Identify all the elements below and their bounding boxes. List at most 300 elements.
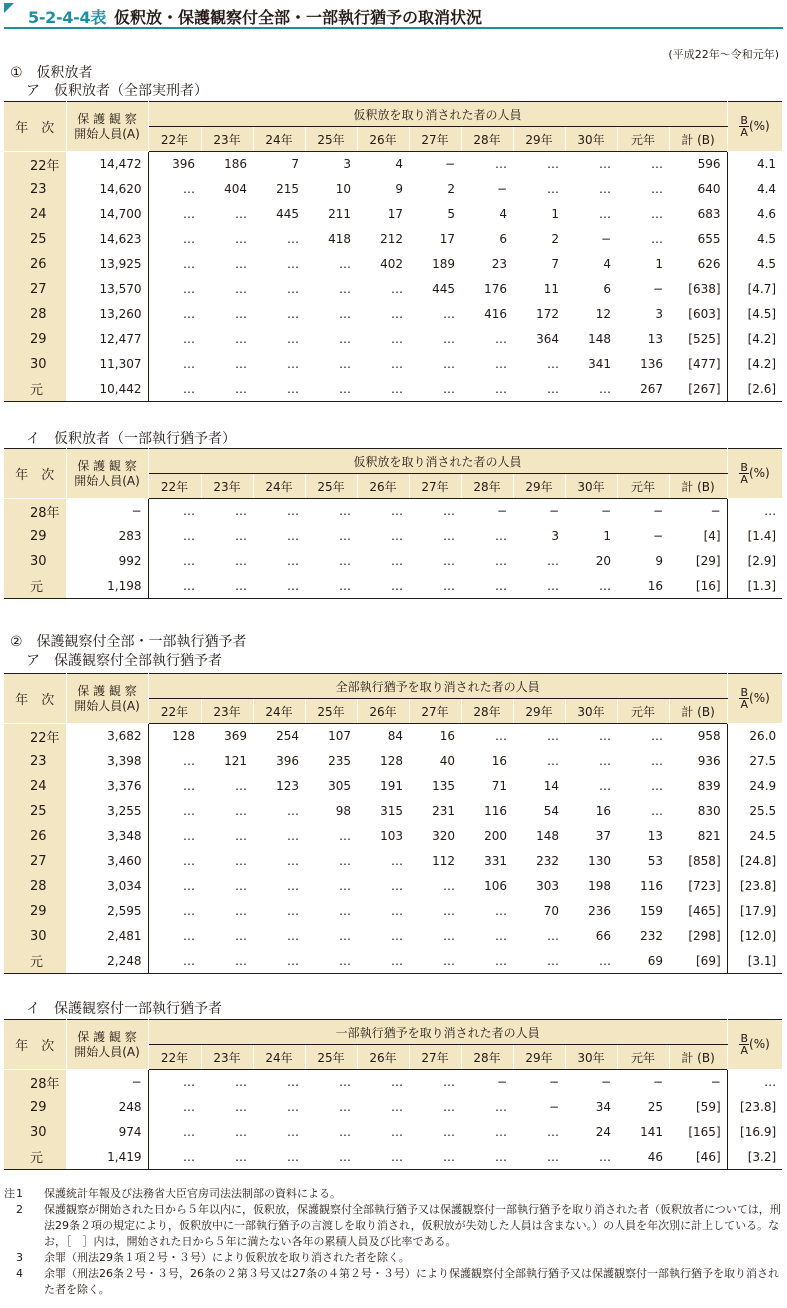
revoked-count-cell: … [183,554,195,568]
row-year: 25 [30,803,47,819]
row-year: 元 [30,383,44,399]
revoked-count-cell: 9 [395,182,403,196]
revoked-count-cell: … [391,504,403,519]
row-year: 28年 [30,1076,60,1092]
row-year-cell [4,327,66,352]
table-row [4,352,782,377]
revoked-count-cell: 315 [380,804,403,818]
revoked-count-cell: 396 [276,754,299,768]
ratio-unit: (%) [749,1037,770,1051]
revoked-count-cell: … [339,307,351,321]
revoked-count-cell: … [513,377,565,402]
revoked-count-cell: … [339,854,351,868]
ratio-numerator: B [740,1032,749,1045]
row-year-cell [4,724,66,749]
revoked-count-cell: … [547,729,559,744]
note-text: 保護統計年報及び法務省大臣官房司法法制部の資料による。 [44,1187,341,1200]
row-year-cell [4,949,66,974]
ratio-cell: 24.9 [727,774,782,799]
ratio-cell: [23.8] [727,1095,782,1120]
row-year-cell [4,277,66,302]
table-row [4,574,782,599]
table-row [4,874,782,899]
revoked-count-cell: … [443,929,455,943]
section2-i-subheading: イ 保護観察付一部執行猶予者 [26,1001,222,1017]
revoked-count-cell: … [305,1145,357,1170]
revoked-count-cell: 159 [640,904,663,918]
revoked-count-cell: … [461,1145,513,1170]
revoked-count-cell: 112 [432,854,455,868]
revoked-count-cell: − [652,1075,663,1090]
revoked-count-cell: … [565,1145,617,1170]
revoked-count-cell: … [235,929,247,943]
start-count-cell: − [66,1070,148,1095]
revoked-count-cell: … [599,779,611,793]
revoked-count-cell: 11 [543,282,559,296]
ratio-header [727,674,782,724]
total-cell: 683 [697,207,721,221]
start-count-cell: 14,472 [66,152,148,177]
revoked-count-cell: … [495,529,507,543]
start-count-cell: 2,481 [66,924,148,949]
start-count-header [66,449,148,499]
revoked-count-cell: … [565,574,617,599]
year-col-header: 25年 [305,699,357,724]
ratio-fraction [739,115,749,138]
revoked-count-cell: 4 [395,157,403,172]
year-col-header: 23年 [201,1045,253,1070]
revoked-count-cell: … [183,529,195,543]
year-col-header: 25年 [305,1045,357,1070]
revoked-count-cell: 98 [335,804,351,818]
revoked-count-cell: − [548,504,559,519]
revoked-count-cell: … [461,574,513,599]
revoked-count-cell: … [235,357,247,371]
notes [4,1186,784,1298]
year-col-header: 30年 [565,699,617,724]
revoked-count-cell: … [235,307,247,321]
total-cell: 655 [697,232,721,246]
year-col-header: 22年 [148,699,201,724]
revoked-count-cell: 141 [640,1125,663,1139]
table-row [4,899,782,924]
revoked-count-cell: … [201,949,253,974]
revoked-count-cell: … [183,182,195,196]
revoked-count-cell: … [391,854,403,868]
revoked-count-cell: … [235,529,247,543]
note-text: 余罪（刑法29条１項２号・３号）により仮釈放を取り消された者を除く。 [44,1251,410,1264]
revoked-count-cell: … [495,1100,507,1114]
row-year: 23 [30,753,47,769]
row-year-cell [4,824,66,849]
table-row [4,724,782,749]
row-year: 30 [30,928,47,944]
total-cell: [267] [669,377,727,402]
start-count-cell: 3,034 [66,874,148,899]
period-label: (平成22年～令和元年) [668,48,779,61]
revoked-count-cell: − [548,1100,559,1114]
revoked-count-cell: … [183,282,195,296]
total-cell: [858] [688,854,721,868]
total-cell: [638] [688,282,721,296]
year-col-header: 26年 [357,127,409,152]
start-header-line1: 保 護 観 察 [77,1029,137,1044]
revoked-count-cell: … [287,504,299,519]
revoked-count-cell: 402 [380,257,403,271]
start-header-line2: 開始人員(A) [74,473,140,488]
year-col-header: 28年 [461,127,513,152]
start-count-cell: 14,700 [66,202,148,227]
row-year-cell [4,549,66,574]
year-header: 年 次 [4,674,66,724]
total-cell: [723] [688,879,721,893]
revoked-count-cell: 9 [655,554,663,568]
ratio-cell: … [727,499,782,524]
revoked-count-cell: 16 [491,754,507,768]
ratio-unit: (%) [749,691,770,705]
year-col-header: 23年 [201,474,253,499]
group-header: 一部執行猶予を取り消された者の人員 [148,1020,727,1045]
row-year: 27 [30,853,47,869]
table-row [4,377,782,402]
table-row [4,1095,782,1120]
year-col-header: 28年 [461,1045,513,1070]
revoked-count-cell: … [235,207,247,221]
note-item [4,1186,784,1202]
revoked-count-cell: 3 [551,529,559,543]
revoked-count-cell: … [287,854,299,868]
revoked-count-cell: … [513,1145,565,1170]
revoked-count-cell: … [391,879,403,893]
revoked-count-cell: … [339,904,351,918]
revoked-count-cell: 305 [328,779,351,793]
revoked-count-cell: − [496,1075,507,1090]
start-count-cell: 3,682 [66,724,148,749]
row-year-cell [4,499,66,524]
start-count-cell: 3,376 [66,774,148,799]
year-col-header: 24年 [253,1045,305,1070]
revoked-count-cell: … [409,377,461,402]
year-col-header: 28年 [461,699,513,724]
revoked-count-cell: 445 [432,282,455,296]
revoked-count-cell: 130 [588,854,611,868]
total-cell: [69] [669,949,727,974]
year-col-header: 29年 [513,127,565,152]
revoked-count-cell: … [305,574,357,599]
ratio-cell: [17.9] [727,899,782,924]
revoked-count-cell: … [565,377,617,402]
revoked-count-cell: 1 [655,257,663,271]
start-count-cell: 974 [66,1120,148,1145]
row-year-cell [4,899,66,924]
revoked-count-cell: … [287,1100,299,1114]
revoked-count-cell: … [235,232,247,246]
ratio-cell: [4.7] [727,277,782,302]
year-col-header: 29年 [513,699,565,724]
revoked-count-cell: 267 [617,377,669,402]
revoked-count-cell: 172 [536,307,559,321]
revoked-count-cell: … [443,1075,455,1090]
revoked-count-cell: … [495,332,507,346]
revoked-count-cell: … [599,157,611,172]
start-count-cell: 3,255 [66,799,148,824]
start-header-line2: 開始人員(A) [74,126,140,141]
title-bar [0,0,787,30]
ratio-cell: [1.4] [727,524,782,549]
year-col-header: 23年 [201,127,253,152]
ratio-cell: [12.0] [727,924,782,949]
revoked-count-cell: … [235,779,247,793]
row-year-cell [4,799,66,824]
total-header: 計 (B) [669,699,727,724]
revoked-count-cell: 136 [640,357,663,371]
revoked-count-cell: … [599,182,611,196]
row-year: 29 [30,903,47,919]
ratio-fraction [739,462,749,485]
revoked-count-cell: … [235,257,247,271]
row-year: 24 [30,778,47,794]
revoked-count-cell: … [391,282,403,296]
revoked-count-cell: … [287,879,299,893]
revoked-count-cell: … [287,554,299,568]
revoked-count-cell: … [183,779,195,793]
section1-a-subheading: ア 仮釈放者（全部実刑者） [26,83,208,99]
page-title: 仮釈放・保護観察付全部・一部執行猶予の取消状況 [114,8,483,27]
revoked-count-cell: … [443,1100,455,1114]
total-cell: [465] [688,904,721,918]
revoked-count-cell: 107 [328,729,351,744]
revoked-count-cell: 4 [603,257,611,271]
revoked-count-cell: 200 [484,829,507,843]
ratio-cell: … [727,1070,782,1095]
revoked-count-cell: … [183,1125,195,1139]
revoked-count-cell: … [287,1125,299,1139]
revoked-count-cell: 66 [595,929,611,943]
year-col-header: 28年 [461,474,513,499]
year-col-header: 26年 [357,699,409,724]
revoked-count-cell: … [148,377,201,402]
ratio-cell: [4.5] [727,302,782,327]
revoked-count-cell: 7 [551,257,559,271]
revoked-count-cell: 24 [595,1125,611,1139]
revoked-count-cell: … [495,1125,507,1139]
revoked-count-cell: … [253,377,305,402]
revoked-count-cell: … [599,207,611,221]
ratio-fraction [739,1033,749,1056]
year-col-header: 23年 [201,699,253,724]
revoked-count-cell: … [599,754,611,768]
total-cell: [29] [695,554,721,568]
table-row [4,774,782,799]
row-year-cell [4,227,66,252]
start-count-cell: 3,398 [66,749,148,774]
revoked-count-cell: 103 [380,829,403,843]
revoked-count-cell: 16 [595,804,611,818]
row-year: 30 [30,356,47,372]
table-row [4,749,782,774]
row-year-cell [4,202,66,227]
ratio-numerator: B [740,114,748,127]
start-count-cell: 1,198 [66,574,148,599]
start-count-cell: 248 [66,1095,148,1120]
year-col-header: 25年 [305,127,357,152]
revoked-count-cell: … [235,829,247,843]
revoked-count-cell: … [339,504,351,519]
row-year: 29 [30,1099,47,1115]
revoked-count-cell: − [496,182,507,196]
year-col-header: 29年 [513,474,565,499]
revoked-count-cell: 84 [387,729,403,744]
revoked-count-cell: … [461,949,513,974]
row-year: 30 [30,1124,47,1140]
total-header: 計 (B) [669,127,727,152]
total-cell: [298] [688,929,721,943]
revoked-count-cell: 69 [617,949,669,974]
revoked-count-cell: 16 [439,729,455,744]
revoked-count-cell: 4 [499,207,507,221]
revoked-count-cell: … [339,1125,351,1139]
note-prefix [4,1250,16,1266]
revoked-count-cell: … [183,504,195,519]
row-year: 26 [30,256,47,272]
revoked-count-cell: … [287,232,299,246]
revoked-count-cell: 70 [543,904,559,918]
revoked-count-cell: − [600,232,611,246]
revoked-count-cell: … [495,929,507,943]
note-text: 余罪（刑法26条２号・３号，26条の２第３号又は27条の４第２号・３号）により保護観察付全部執行猶予又は保護観察付一部執行猶予を取り消された者を除く。 [44,1267,779,1296]
table-row [4,499,782,524]
revoked-count-cell: − [600,1075,611,1090]
revoked-count-cell: … [547,1125,559,1139]
row-year: 28 [30,306,47,322]
ratio-cell: 27.5 [727,749,782,774]
row-year-cell [4,1120,66,1145]
revoked-count-cell: … [183,332,195,346]
revoked-count-cell: … [547,157,559,172]
revoked-count-cell: … [547,182,559,196]
revoked-count-cell: … [287,829,299,843]
revoked-count-cell: … [235,1075,247,1090]
revoked-count-cell: 128 [380,754,403,768]
revoked-count-cell: 1 [551,207,559,221]
revoked-count-cell: 445 [276,207,299,221]
revoked-count-cell: … [495,357,507,371]
year-col-header: 27年 [409,699,461,724]
total-cell: 626 [697,257,721,271]
year-col-header: 27年 [409,474,461,499]
revoked-count-cell: … [391,307,403,321]
row-year-cell [4,152,66,177]
revoked-count-cell: 416 [484,307,507,321]
group-header: 全部執行猶予を取り消された者の人員 [148,674,727,699]
revoked-count-cell: 235 [328,754,351,768]
ratio-cell: [3.2] [727,1145,782,1170]
year-col-header: 元年 [617,699,669,724]
group-header: 仮釈放を取り消された者の人員 [148,449,727,474]
revoked-count-cell: … [339,332,351,346]
total-cell: [525] [688,332,721,346]
ratio-cell: [2.9] [727,549,782,574]
start-count-cell: 13,925 [66,252,148,277]
revoked-count-cell: … [201,1145,253,1170]
note-number: 2 [16,1203,23,1216]
revoked-count-cell: 341 [588,357,611,371]
revoked-count-cell: 53 [647,854,663,868]
revoked-count-cell: … [565,949,617,974]
revoked-count-cell: … [148,574,201,599]
row-year: 28年 [30,505,60,521]
revoked-count-cell: … [287,307,299,321]
revoked-count-cell: 37 [595,829,611,843]
revoked-count-cell: 148 [588,332,611,346]
ratio-cell: 25.5 [727,799,782,824]
revoked-count-cell: … [253,574,305,599]
revoked-count-cell: 215 [276,182,299,196]
revoked-count-cell: … [495,904,507,918]
revoked-count-cell: … [443,332,455,346]
ratio-cell: 4.5 [727,252,782,277]
revoked-count-cell: … [513,949,565,974]
ratio-unit: (%) [748,466,770,480]
revoked-count-cell: … [339,282,351,296]
revoked-count-cell: 3 [655,307,663,321]
section2-a-subheading: ア 保護観察付全部執行猶予者 [26,653,222,669]
revoked-count-cell: … [235,904,247,918]
row-year-cell [4,849,66,874]
revoked-count-cell: … [287,804,299,818]
row-year: 元 [30,580,44,596]
ratio-denominator: A [740,1044,749,1057]
table-row [4,924,782,949]
note-item [4,1266,784,1298]
note-item [4,1202,784,1250]
section1-heading: ① 仮釈放者 [10,65,93,81]
revoked-count-cell: … [357,574,409,599]
total-header: 計 (B) [669,1045,727,1070]
note-number: 1 [16,1187,23,1200]
revoked-count-cell: − [652,504,663,519]
revoked-count-cell: … [183,357,195,371]
revoked-count-cell: … [235,282,247,296]
note-prefix [4,1266,16,1298]
total-cell: [4] [703,529,721,543]
year-col-header: 29年 [513,1045,565,1070]
total-cell: − [710,504,721,519]
revoked-count-cell: 20 [595,554,611,568]
row-year-cell [4,924,66,949]
ratio-cell: [23.8] [727,874,782,899]
revoked-count-cell: … [443,307,455,321]
revoked-count-cell: … [357,1145,409,1170]
start-count-cell: − [66,499,148,524]
start-count-cell: 283 [66,524,148,549]
revoked-count-cell: − [652,529,663,543]
revoked-count-cell: … [513,574,565,599]
row-year-cell [4,874,66,899]
revoked-count-cell: … [495,157,507,172]
table-probation-partial [4,1019,783,1170]
revoked-count-cell: 331 [484,854,507,868]
revoked-count-cell: … [183,854,195,868]
year-col-header: 22年 [148,127,201,152]
revoked-count-cell: 6 [603,282,611,296]
revoked-count-cell: 364 [536,332,559,346]
year-col-header: 元年 [617,474,669,499]
revoked-count-cell: … [547,929,559,943]
revoked-count-cell: … [357,949,409,974]
table-row [4,549,782,574]
revoked-count-cell: 34 [595,1100,611,1114]
